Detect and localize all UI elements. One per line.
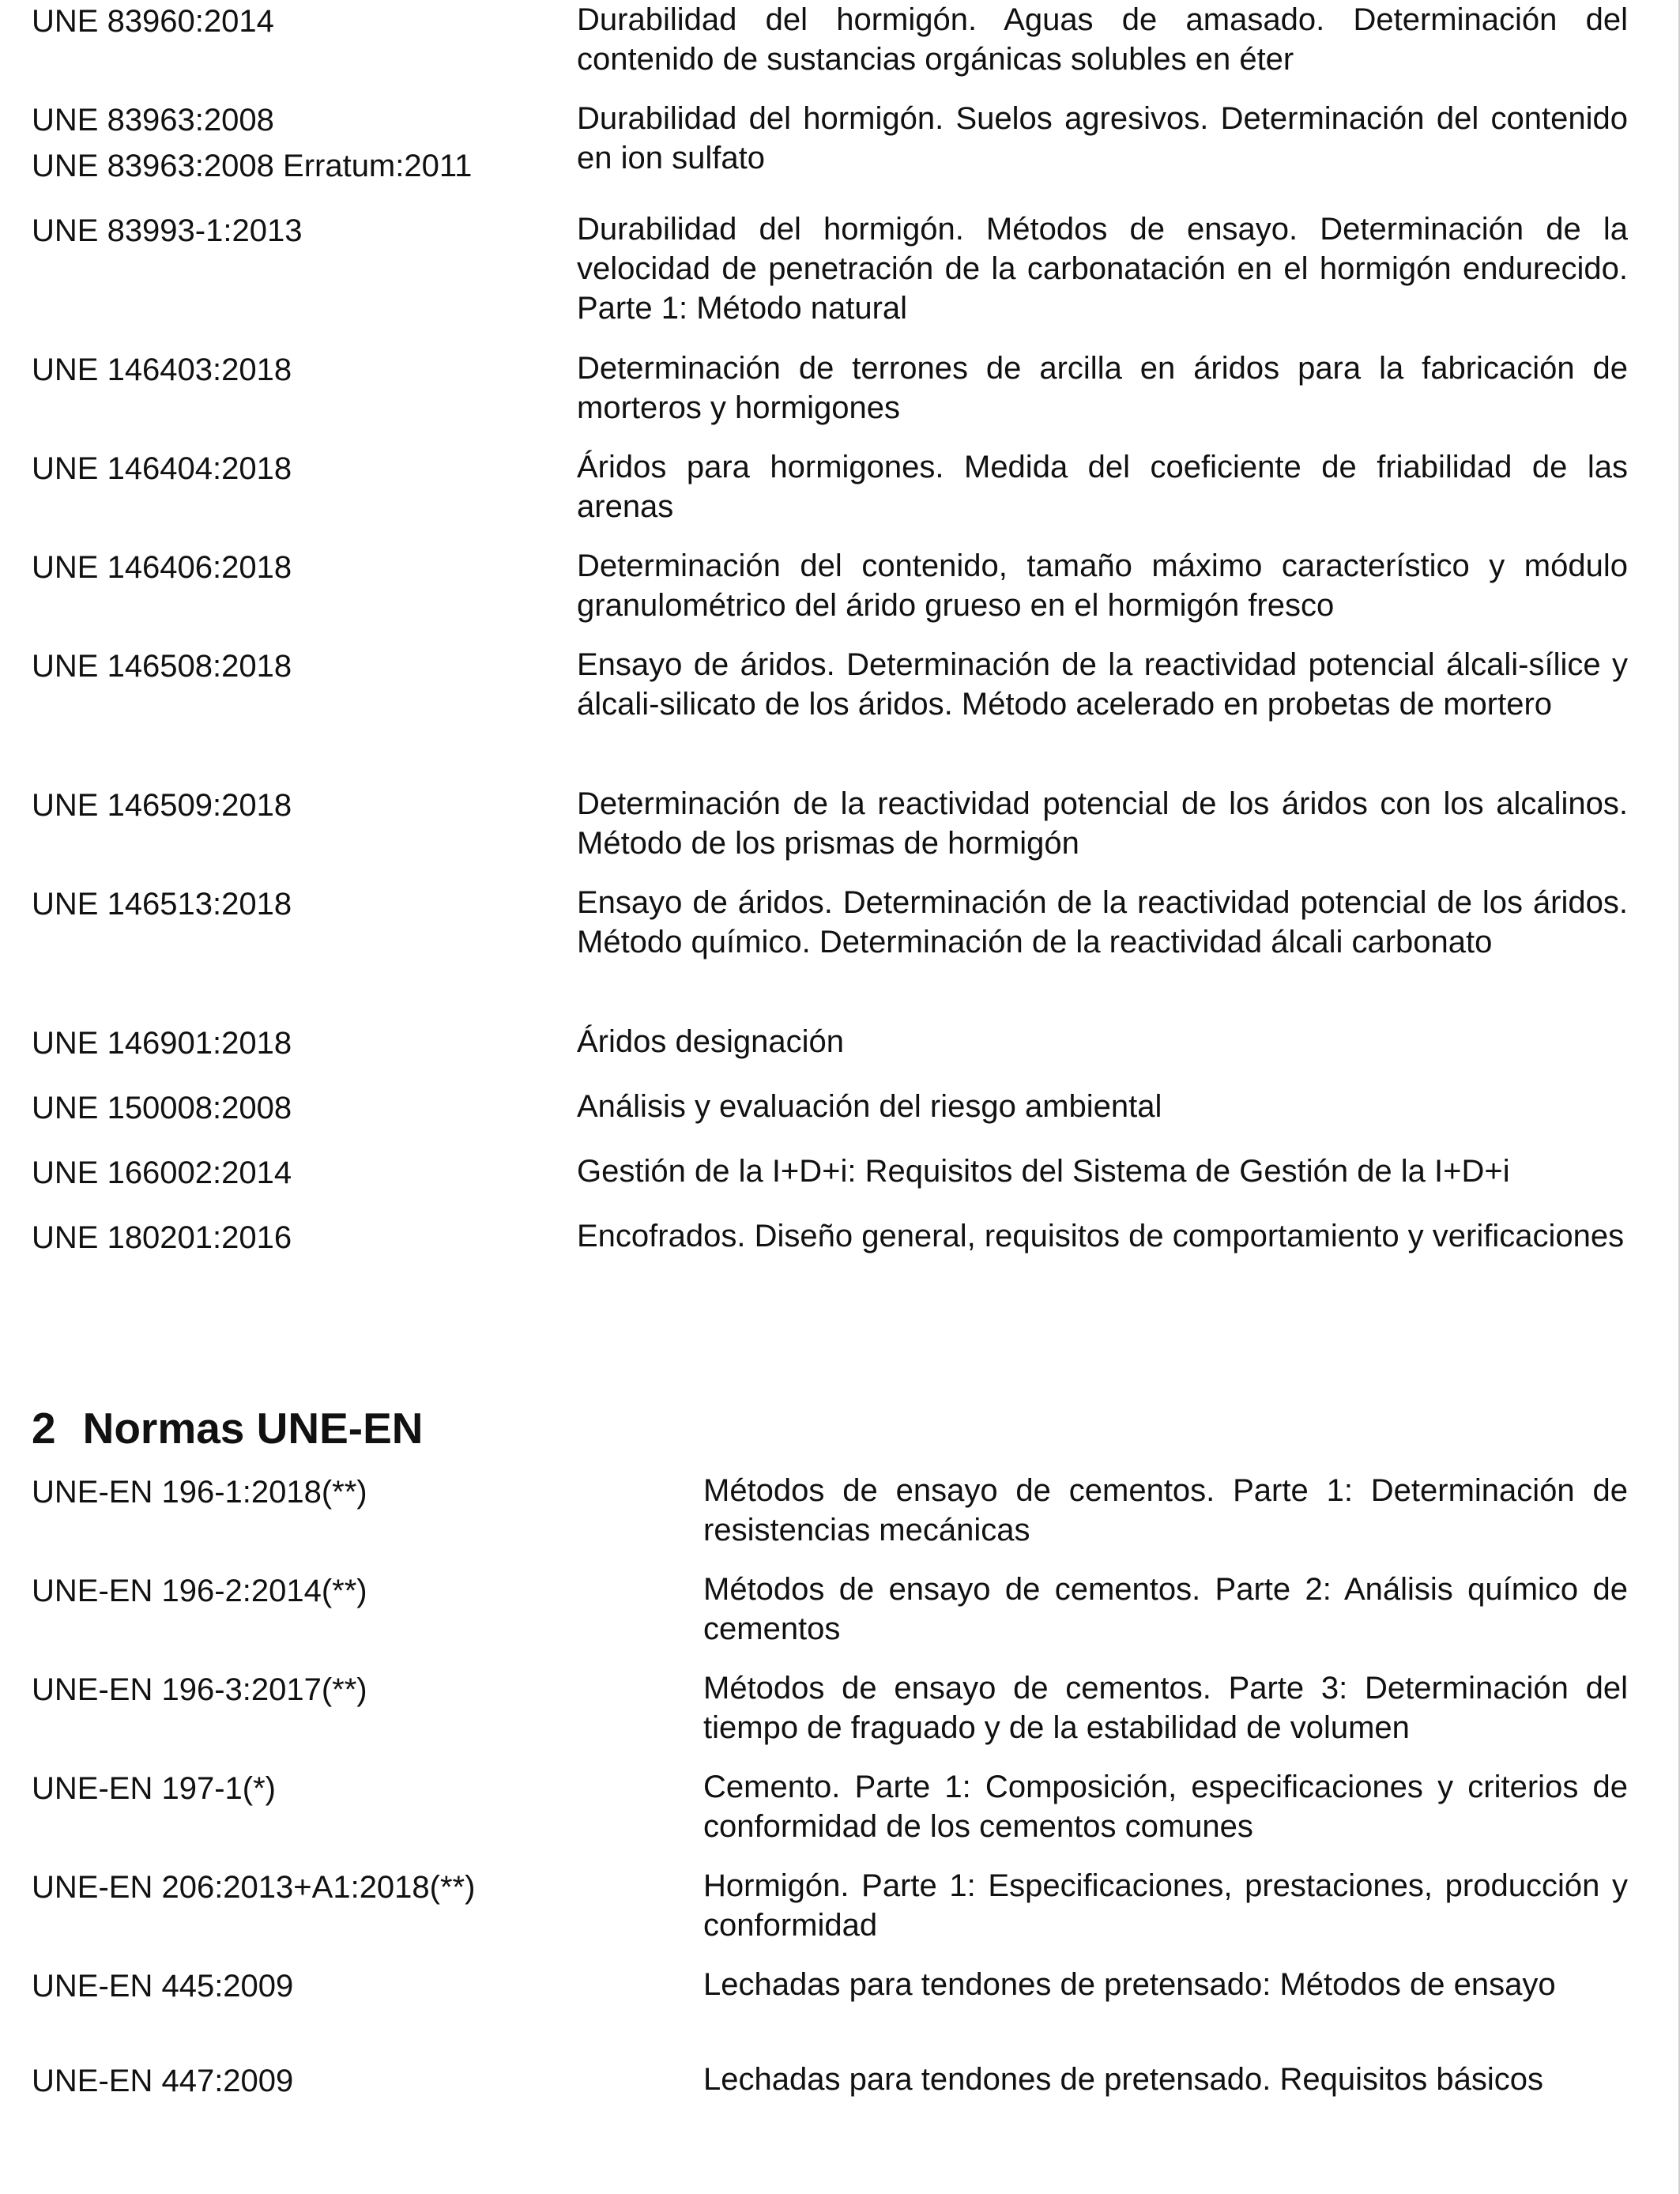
standard-description: Determinación de la reactividad potencial de los áridos con los alcalinos. Método de los prismas de hormigón bbox=[577, 786, 1628, 861]
standard-description: Áridos para hormigones. Medida del coeficiente de friabilidad de las arenas bbox=[577, 450, 1628, 524]
standard-code: UNE-EN 206:2013+A1:2018(**) bbox=[32, 1870, 476, 1905]
standard-code-cell bbox=[32, 546, 292, 592]
standard-code-cell bbox=[32, 99, 472, 190]
standard-description: Determinación del contenido, tamaño máximo característico y módulo granulométrico del árido grueso en el hormigón fresco bbox=[577, 548, 1628, 623]
standard-code: UNE 146403:2018 bbox=[32, 352, 292, 387]
standard-code-cell bbox=[32, 1570, 367, 1615]
standard-code: UNE 146508:2018 bbox=[32, 649, 292, 684]
standard-description: Métodos de ensayo de cementos. Parte 3: Determinación del tiempo de fraguado y de la estabilidad de volumen bbox=[703, 1671, 1628, 1745]
standard-description: Lechadas para tendones de pretensado: Métodos de ensayo bbox=[703, 1967, 1556, 2002]
standard-code-cell bbox=[32, 0, 274, 46]
standard-code: UNE 180201:2016 bbox=[32, 1220, 292, 1255]
standard-description: Métodos de ensayo de cementos. Parte 1: Determinación de resistencias mecánicas bbox=[703, 1473, 1628, 1547]
standard-description: Análisis y evaluación del riesgo ambiental bbox=[577, 1089, 1162, 1124]
standard-code-cell bbox=[32, 1767, 276, 1813]
standard-code-cell bbox=[32, 645, 292, 691]
standard-code: UNE-EN 196-3:2017(**) bbox=[32, 1672, 367, 1707]
section-heading bbox=[32, 1400, 424, 1456]
standard-code: UNE-EN 197-1(*) bbox=[32, 1771, 276, 1806]
standard-code-cell bbox=[32, 1216, 292, 1262]
standard-description: Ensayo de áridos. Determinación de la reactividad potencial álcali-sílice y álcali-silicato de los áridos. Método acelerado en probetas de mortero bbox=[577, 647, 1628, 722]
section-number: 2 bbox=[32, 1404, 56, 1453]
standard-description: Lechadas para tendones de pretensado. Requisitos básicos bbox=[703, 2062, 1543, 2097]
standard-code-cell bbox=[32, 1022, 292, 1068]
standard-code: UNE 83993-1:2013 bbox=[32, 213, 303, 248]
standard-description: Métodos de ensayo de cementos. Parte 2: Análisis químico de cementos bbox=[703, 1572, 1628, 1646]
standard-code: UNE-EN 196-1:2018(**) bbox=[32, 1475, 367, 1510]
standard-description: Durabilidad del hormigón. Suelos agresivos. Determinación del contenido en ion sulfato bbox=[577, 101, 1628, 175]
standard-code-cell bbox=[32, 1965, 293, 2011]
standard-description: Cemento. Parte 1: Composición, especificaciones y criterios de conformidad de los cementos comunes bbox=[703, 1770, 1628, 1844]
standard-code: UNE 166002:2014 bbox=[32, 1155, 292, 1190]
standard-code: UNE 146509:2018 bbox=[32, 788, 292, 823]
standard-code-cell bbox=[32, 209, 302, 255]
standard-code: UNE-EN 447:2009 bbox=[32, 2064, 294, 2098]
standard-code: UNE 146406:2018 bbox=[32, 550, 292, 585]
standard-description: Áridos designación bbox=[577, 1024, 844, 1059]
standard-code-cell bbox=[32, 349, 292, 394]
standard-description: Determinación de terrones de arcilla en áridos para la fabricación de morteros y hormigones bbox=[577, 351, 1628, 425]
standard-description: Ensayo de áridos. Determinación de la reactividad potencial de los áridos. Método químico. Determinación de la reactividad álcali carbonato bbox=[577, 885, 1628, 959]
standard-code: UNE-EN 445:2009 bbox=[32, 1969, 294, 2004]
standard-description: Gestión de la I+D+i: Requisitos del Sistema de Gestión de la I+D+i bbox=[577, 1154, 1510, 1189]
standard-code: UNE 150008:2008 bbox=[32, 1091, 292, 1125]
standard-code: UNE-EN 196-2:2014(**) bbox=[32, 1574, 367, 1608]
standard-code: UNE 146901:2018 bbox=[32, 1026, 292, 1061]
standard-code-cell bbox=[32, 1668, 367, 1714]
standard-code-cell bbox=[32, 447, 292, 493]
standard-code-cell bbox=[32, 1471, 367, 1517]
standard-code: UNE 83960:2014 bbox=[32, 4, 274, 39]
standard-description: Durabilidad del hormigón. Aguas de amasado. Determinación del contenido de sustancias orgánicas solubles en éter bbox=[577, 2, 1628, 77]
standard-code-erratum: UNE 83963:2008 Erratum:2011 bbox=[32, 149, 473, 183]
standard-code-cell bbox=[32, 883, 292, 929]
standard-code-cell bbox=[32, 784, 292, 830]
standard-code: UNE 146404:2018 bbox=[32, 451, 292, 486]
standard-code: UNE 146513:2018 bbox=[32, 887, 292, 922]
standard-code-cell bbox=[32, 1087, 292, 1133]
standard-description: Hormigón. Parte 1: Especificaciones, prestaciones, producción y conformidad bbox=[703, 1868, 1628, 1943]
section-title: Normas UNE-EN bbox=[82, 1404, 424, 1453]
standard-code: UNE 83963:2008 bbox=[32, 103, 274, 138]
standard-code-cell bbox=[32, 1152, 292, 1197]
standard-code-cell bbox=[32, 2060, 293, 2105]
standard-code-cell bbox=[32, 1866, 475, 1912]
standard-description: Encofrados. Diseño general, requisitos de comportamiento y verificaciones bbox=[577, 1219, 1625, 1253]
standard-description: Durabilidad del hormigón. Métodos de ensayo. Determinación de la velocidad de penetración de la carbonatación en el hormigón endurecido. Parte 1: Método natural bbox=[577, 212, 1628, 326]
